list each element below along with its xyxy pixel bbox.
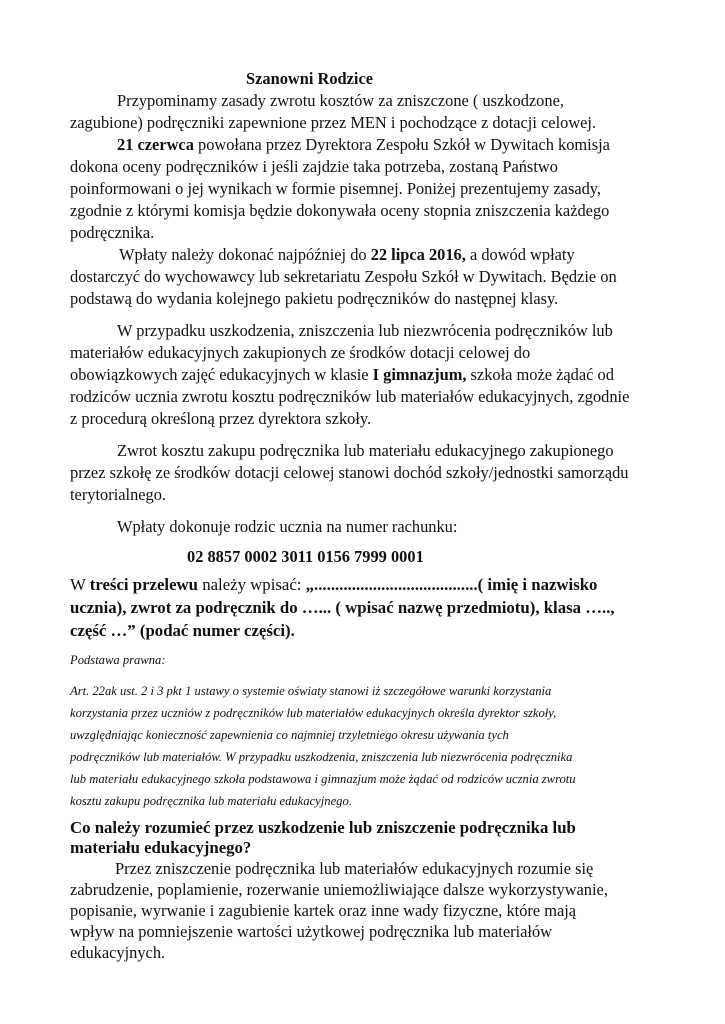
- paragraph-reminder: [70, 90, 660, 134]
- text-line: z procedurą określoną przez dyrektora szkoły.: [70, 409, 372, 428]
- heading-line: Co należy rozumieć przez uszkodzenie lub zniszczenie podręcznika lub: [70, 818, 576, 837]
- legal-line: korzystania przez uczniów z podręczników lub materiałów edukacyjnych określa dyrektor szkoły,: [70, 706, 557, 720]
- legal-line: podręczników lub materiałów. W przypadku uszkodzenia, zniszczenia lub niezwrócenia podręcznika: [70, 750, 573, 764]
- text-line: edukacyjnych.: [70, 943, 166, 962]
- section-body: [70, 858, 660, 963]
- text-span: W: [70, 575, 90, 594]
- text-span: powołana przez Dyrektora Zespołu Szkół w Dywitach komisja: [193, 135, 610, 154]
- legal-line: uwzględniając konieczność zapewnienia co najmniej trzyletniego okresu używania tych: [70, 728, 509, 742]
- paragraph-refund-income: [70, 440, 660, 506]
- legal-basis-text: [70, 680, 660, 812]
- commission-date: 21 czerwca: [117, 135, 194, 154]
- payment-deadline: 22 lipca 2016,: [370, 245, 466, 264]
- text-line: Przez zniszczenie podręcznika lub materiałów edukacyjnych rozumie się: [115, 859, 594, 878]
- text-span: a dowód wpłaty: [465, 245, 575, 264]
- legal-line: lub materiału edukacyjnego szkoła podstawowa i gimnazjum może żądać od rodziców ucznia zwrotu: [70, 772, 576, 786]
- legal-line: kosztu zakupu podręcznika lub materiału edukacyjnego.: [70, 794, 352, 808]
- text-line: Przypominamy zasady zwrotu kosztów za zniszczone ( uszkodzone,: [117, 91, 564, 110]
- text-line: podręcznika.: [70, 223, 155, 242]
- text-line: zgodnie z którymi komisja będzie dokonywała oceny stopnia zniszczenia każdego: [70, 201, 610, 220]
- text-line: dokona oceny podręczników i jeśli zajdzie taka potrzeba, zostaną Państwo: [70, 157, 558, 176]
- bank-account-number: 02 8857 0002 3011 0156 7999 0001: [187, 547, 424, 566]
- paragraph-account-intro: [70, 516, 660, 538]
- paragraph-transfer-title: [70, 573, 660, 642]
- text-line: [70, 364, 660, 386]
- letter-title: Szanowni Rodzice: [246, 69, 374, 88]
- text-line: rodziców ucznia zwrotu kosztu podręczników lub materiałów edukacyjnych, zgodnie: [70, 387, 630, 406]
- text-line: ucznia), zwrot za podręcznik do …... ( wpisać nazwę przedmiotu), klasa …..,: [70, 598, 615, 617]
- text-line: Wpłaty dokonuje rodzic ucznia na numer rachunku:: [117, 517, 458, 536]
- text-line: przez szkołę ze środków dotacji celowej stanowi dochód szkoły/jednostki samorządu: [70, 463, 629, 482]
- heading-line: materiału edukacyjnego?: [70, 838, 252, 857]
- section-heading: [70, 818, 660, 858]
- text-line: poinformowani o jej wynikach w formie pisemnej. Poniżej prezentujemy zasady,: [70, 179, 602, 198]
- paragraph-payment-deadline: [70, 244, 660, 310]
- paragraph-damage: [70, 320, 660, 430]
- text-line: zagubione) podręczniki zapewnione przez MEN i pochodzące z dotacji celowej.: [70, 113, 597, 132]
- text-line: [70, 134, 660, 156]
- text-line: materiałów edukacyjnych zakupionych ze środków dotacji celowej do: [70, 343, 531, 362]
- text-line: wpływ na pomniejszenie wartości użytkowej podręcznika lub materiałów: [70, 922, 553, 941]
- legal-line: Art. 22ak ust. 2 i 3 pkt 1 ustawy o systemie oświaty stanowi iż szczegółowe warunki korzystania: [70, 684, 552, 698]
- text-span: obowiązkowych zajęć edukacyjnych w klasie: [70, 365, 373, 384]
- text-span: treści przelewu: [89, 575, 198, 594]
- text-line: zabrudzenie, poplamienie, rozerwanie uniemożliwiające dalsze wykorzystywanie,: [70, 880, 608, 899]
- text-span: szkoła może żądać od: [466, 365, 614, 384]
- text-span: „.......................................( imię i nazwisko: [305, 575, 598, 594]
- legal-basis-label: Podstawa prawna:: [70, 653, 166, 667]
- text-line: [70, 573, 660, 596]
- text-line: podstawą do wydania kolejnego pakietu podręczników do następnej klasy.: [70, 289, 559, 308]
- text-line: Zwrot kosztu zakupu podręcznika lub materiału edukacyjnego zakupionego: [117, 441, 614, 460]
- text-line: W przypadku uszkodzenia, zniszczenia lub niezwrócenia podręczników lub: [117, 321, 613, 340]
- paragraph-commission: [70, 134, 660, 244]
- text-line: część …” (podać numer części).: [70, 621, 295, 640]
- text-line: dostarczyć do wychowawcy lub sekretariatu Zespołu Szkół w Dywitach. Będzie on: [70, 267, 617, 286]
- letter-page: [70, 68, 660, 963]
- text-line: popisanie, wyrwanie i zagubienie kartek oraz inne wady fizyczne, które mają: [70, 901, 577, 920]
- class-name: I gimnazjum,: [372, 365, 467, 384]
- text-line: terytorialnego.: [70, 485, 167, 504]
- text-line: [70, 244, 660, 266]
- text-span: Wpłaty należy dokonać najpóźniej do: [119, 245, 371, 264]
- text-span: należy wpisać:: [198, 575, 306, 594]
